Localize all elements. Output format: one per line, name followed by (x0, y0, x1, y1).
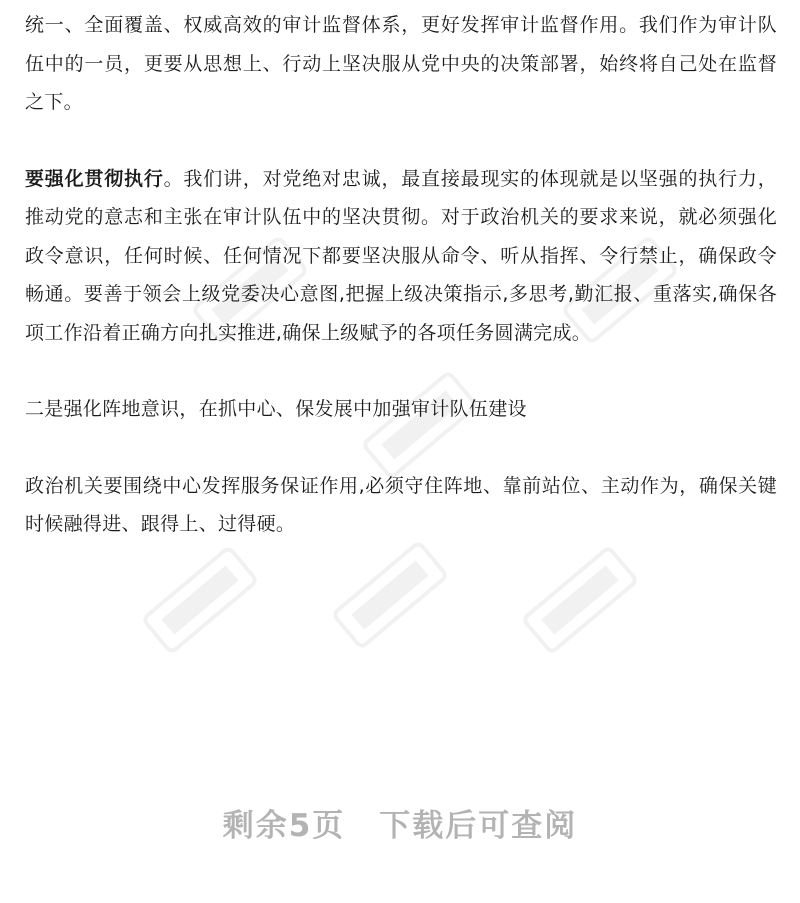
watermark-logo (135, 538, 265, 661)
paragraph-3-text: 二是强化阵地意识，在抓中心、保发展中加强审计队伍建设 (25, 398, 527, 420)
watermark-logo (515, 538, 645, 661)
paragraph-1 (25, 6, 777, 122)
paragraph-4-text: 政治机关要围绕中心发挥服务保证作用,必须守住阵地、靠前站位、主动作为，确保关键时候融得进、跟得上、过得硬。 (25, 474, 777, 535)
paragraph-1-text: 统一、全面覆盖、权威高效的审计监督体系，更好发挥审计监督作用。我们作为审计队伍中的一员，更要从思想上、行动上坚决服从党中央的决策部署，始终将自己处在监督之下。 (25, 14, 777, 113)
paragraph-2-text: 。我们讲，对党绝对忠诚，最直接最现实的体现就是以坚强的执行力，推动党的意志和主张在审计队伍中的坚决贯彻。对于政治机关的要求来说，就必须强化政令意识，任何时候、任何情况下都要坚决服从命令、听从指挥、令行禁止，确保政令畅通。要善于领会上级党委决心意图,把握上级决策指示,多思考,勤汇报、重落实,确保各项工作沿着正确方向扎实推进,确保上级赋予的各项任务圆满完成。 (25, 167, 777, 344)
download-to-view-label: 下载后可查阅 (379, 808, 578, 844)
paragraph-3-heading (25, 390, 777, 429)
remaining-pages-banner[interactable] (0, 800, 800, 845)
paragraph-2-lead: 要强化贯彻执行 (25, 167, 164, 190)
document-body (25, 6, 777, 544)
watermark-logo (325, 533, 455, 656)
remaining-pages-label: 剩余5页 (222, 808, 346, 844)
paragraph-2 (25, 160, 777, 353)
paragraph-4 (25, 467, 777, 544)
